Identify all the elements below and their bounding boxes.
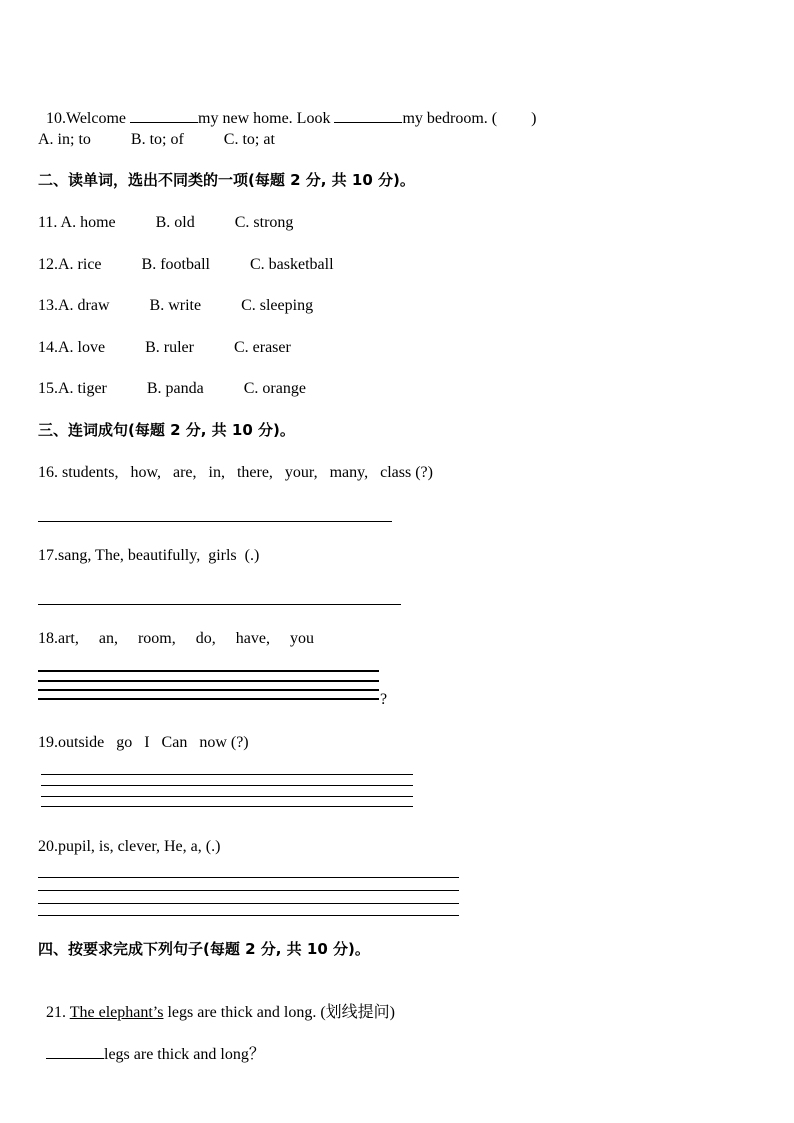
answer-line[interactable] (41, 774, 413, 775)
answer-line[interactable] (38, 689, 379, 691)
question-13: 13.A. draw B. write C. sleeping (38, 297, 314, 314)
question-text: my new home. Look (198, 110, 335, 127)
question-20: 20.pupil, is, clever, He, a, (.) (38, 838, 221, 855)
answer-blank[interactable] (334, 108, 402, 123)
question-21-answer (38, 1024, 265, 1065)
answer-line[interactable] (41, 785, 413, 786)
question-text: legs are thick and long. (划线提问) (163, 1004, 395, 1021)
underlined-phrase: The elephant’s (69, 1004, 164, 1021)
answer-blank[interactable] (46, 1044, 104, 1059)
question-text: Welcome (66, 110, 131, 127)
question-18: 18.art, an, room, do, have, you (38, 630, 314, 647)
answer-line[interactable] (38, 698, 379, 700)
answer-line[interactable] (38, 890, 459, 891)
answer-line[interactable] (38, 915, 459, 916)
answer-line[interactable] (38, 670, 379, 672)
answer-line[interactable] (38, 877, 459, 878)
answer-blank[interactable] (130, 108, 198, 123)
section-3-title: 三、连词成句(每题 2 分, 共 10 分)。 (38, 421, 295, 439)
section-2-title: 二、读单词，选出不同类的一项(每题 2 分, 共 10 分)。 (38, 171, 415, 189)
question-18-end-mark: ? (380, 691, 388, 708)
question-number: 10. (46, 110, 66, 127)
question-14: 14.A. love B. ruler C. eraser (38, 339, 291, 356)
question-text: ) (531, 110, 537, 127)
answer-line[interactable] (38, 521, 392, 522)
answer-text: legs are thick and long？ (104, 1046, 265, 1063)
question-15: 15.A. tiger B. panda C. orange (38, 380, 306, 397)
question-12: 12.A. rice B. football C. basketball (38, 256, 334, 273)
answer-line[interactable] (38, 903, 459, 904)
question-10-options: A. in; to B. to; of C. to; at (38, 131, 275, 148)
section-4-title: 四、按要求完成下列句子(每题 2 分, 共 10 分)。 (38, 940, 370, 958)
question-number: 21. (46, 1004, 70, 1021)
question-11: 11. A. home B. old C. strong (38, 214, 294, 231)
answer-line[interactable] (41, 796, 413, 797)
question-21 (38, 983, 395, 1023)
answer-line[interactable] (38, 604, 401, 605)
question-text: my bedroom. ( (402, 110, 498, 127)
question-10 (38, 88, 536, 129)
answer-line[interactable] (38, 680, 379, 682)
question-19: 19.outside go I Can now (?) (38, 734, 249, 751)
question-17: 17.sang, The, beautifully, girls (.) (38, 547, 260, 564)
answer-line[interactable] (41, 806, 413, 807)
question-16: 16. students, how, are, in, there, your, many, class (?) (38, 464, 433, 481)
